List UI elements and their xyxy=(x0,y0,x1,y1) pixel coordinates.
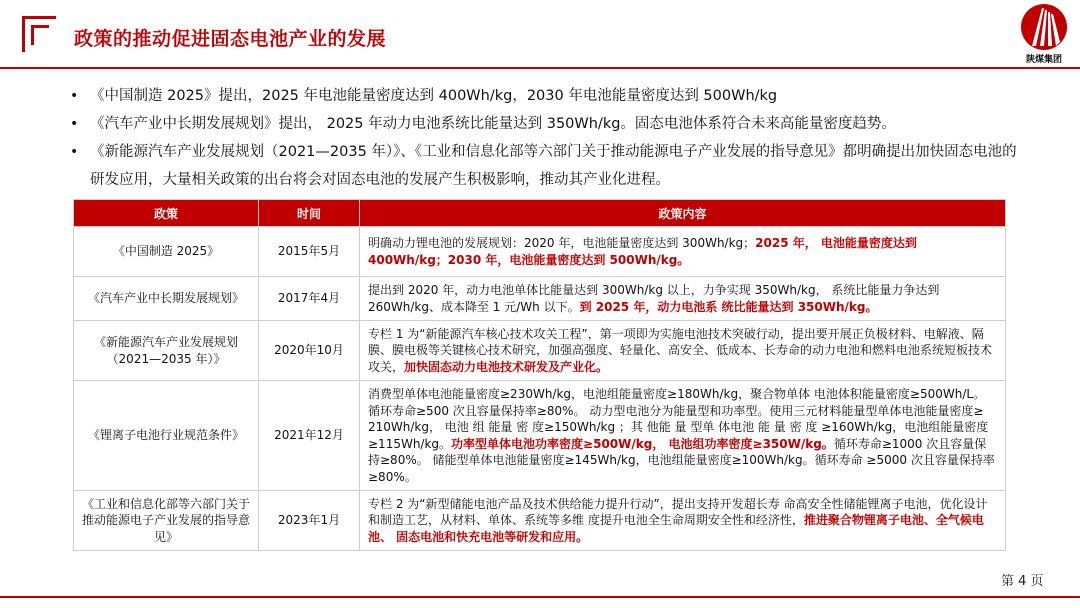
column-header-content: 政策内容 xyxy=(360,200,1006,227)
content-cell xyxy=(360,277,1006,321)
bullet-item xyxy=(70,110,1020,138)
bullet-dot-icon: • xyxy=(70,116,79,132)
time-cell: 2021年12月 xyxy=(259,381,360,491)
bullet-dot-icon: • xyxy=(70,144,79,160)
content-highlight: 2025 年， 电池能量密度达到 400Wh/kg；2030 年，电池能量密度达到 500Wh/kg。 xyxy=(368,236,917,267)
table-row xyxy=(74,227,1006,277)
flame-logo-icon xyxy=(1018,2,1070,52)
time-cell: 2023年1月 xyxy=(259,491,360,551)
column-header-policy: 政策 xyxy=(74,200,259,227)
policy-cell: 《汽车产业中长期发展规划》 xyxy=(74,277,259,321)
footer-divider xyxy=(0,596,1080,598)
policy-cell: 《中国制造 2025》 xyxy=(74,227,259,277)
bullet-dot-icon: • xyxy=(70,88,79,104)
content-highlight: 加快固态动力电池技术研发及产业化。 xyxy=(404,359,609,374)
content-cell xyxy=(360,227,1006,277)
bullet-text: 《新能源汽车产业发展规划（2021—2035 年）》、《工业和信息化部等六部门关于推动能源电子产业发展的指导意见》都明确提出加快固态电池的研发应用，大量相关政策的出台将会对固态电池的发展产生积极影响，推动其产业化进程。 xyxy=(90,144,1017,188)
policy-cell: 《新能源汽车产业发展规划（2021—2035 年）》 xyxy=(74,321,259,381)
table-header-row xyxy=(74,200,1006,227)
content-highlight: 到 2025 年，动力电池系 统比能量达到 350Wh/kg。 xyxy=(579,299,878,314)
content-text-after: 循环寿命≥1000 次且容量保持≥80%。 储能型单体电池能量密度≥145Wh/kg，电池组能量密度≥100Wh/kg。循环寿命 ≥5000 次且容量保持率≥80%。 xyxy=(368,436,995,484)
slide-header xyxy=(0,0,1080,70)
policy-cell: 《锂离子电池行业规范条件》 xyxy=(74,381,259,491)
page-title: 政策的推动促进固态电池产业的发展 xyxy=(74,28,387,50)
company-logo xyxy=(1018,2,1070,66)
bullet-item xyxy=(70,138,1020,194)
content-text: 专栏 1 为“新能源汽车核心技术攻关工程”，第一项即为实施电池技术突破行动，提出要开展正负极材料、电解液、隔膜、膜电极等关键核心技术研究，加强高强度、轻量化、高安全、低成本、长寿命的动力电池和燃料电池系统短板技术攻关， xyxy=(368,326,993,374)
table-row xyxy=(74,321,1006,381)
policy-table xyxy=(73,199,1005,551)
logo-label: 陕煤集团 xyxy=(1025,55,1062,65)
table-row xyxy=(74,381,1006,491)
page-number: 第 4 页 xyxy=(1001,574,1044,589)
content-text: 提出到 2020 年，动力电池单体比能量达到 300Wh/kg 以上，力争实现 350Wh/kg， 系统比能量力争达到 260Wh/kg、成本降至 1 元/Wh 以下。 xyxy=(368,283,940,314)
content-text: 明确动力锂电池的发展规划：2020 年，电池能量密度达到 300Wh/kg； xyxy=(368,236,756,250)
time-cell: 2017年4月 xyxy=(259,277,360,321)
table-row xyxy=(74,491,1006,551)
policy-cell: 《工业和信息化部等六部门关于 推动能源电子产业发展的指导意 见》 xyxy=(74,491,259,551)
column-header-time: 时间 xyxy=(259,200,360,227)
header-divider xyxy=(0,67,1080,69)
content-highlight: 功率型单体电池功率密度≥500W/kg， 电池组功率密度≥350W/kg。 xyxy=(451,436,834,451)
table-row xyxy=(74,277,1006,321)
content-highlight: 推进聚合物锂离子电池、全气候电池、 固态电池和快充电池等研发和应用。 xyxy=(368,513,984,544)
time-cell: 2020年10月 xyxy=(259,321,360,381)
content-text: 专栏 2 为“新型储能电池产品及技术供给能力提升行动”，提出支持开发超长寿 命高安全性储能锂离子电池，优化设计和制造工艺，从材料、单体、系统等多维 度提升电池全生命周期安全性和经济性， xyxy=(368,496,988,528)
content-cell xyxy=(360,381,1006,491)
content-cell xyxy=(360,491,1006,551)
time-cell: 2015年5月 xyxy=(259,227,360,277)
bullet-item xyxy=(70,82,1020,110)
bullet-text: 《汽车产业中长期发展规划》提出， 2025 年动力电池系统比能量达到 350Wh/kg。固态电池体系符合未来高能量密度趋势。 xyxy=(90,116,896,132)
bullet-text: 《中国制造 2025》提出，2025 年电池能量密度达到 400Wh/kg，2030 年电池能量密度达到 500Wh/kg xyxy=(90,88,778,104)
bullet-list xyxy=(70,82,1020,194)
corner-bracket-icon xyxy=(22,16,56,52)
content-cell xyxy=(360,321,1006,381)
content-text: 消费型单体电池能量密度≥230Wh/kg，电池组能量密度≥180Wh/kg，聚合物单体 电池体积能量密度≥500Wh/L。循环寿命≥500 次且容量保持率≥80%。 动力型电池分为能量型和功率型。使用三元材料能量型单体电池能量密度≥ 210Wh/kg， 电池 组 能量 密 度≥150Wh/kg ；其 他能 量 型单 体电池 能 量 密 度 ≥160Wh/kg，电池组能量密度≥115Wh/kg。 xyxy=(368,387,989,451)
